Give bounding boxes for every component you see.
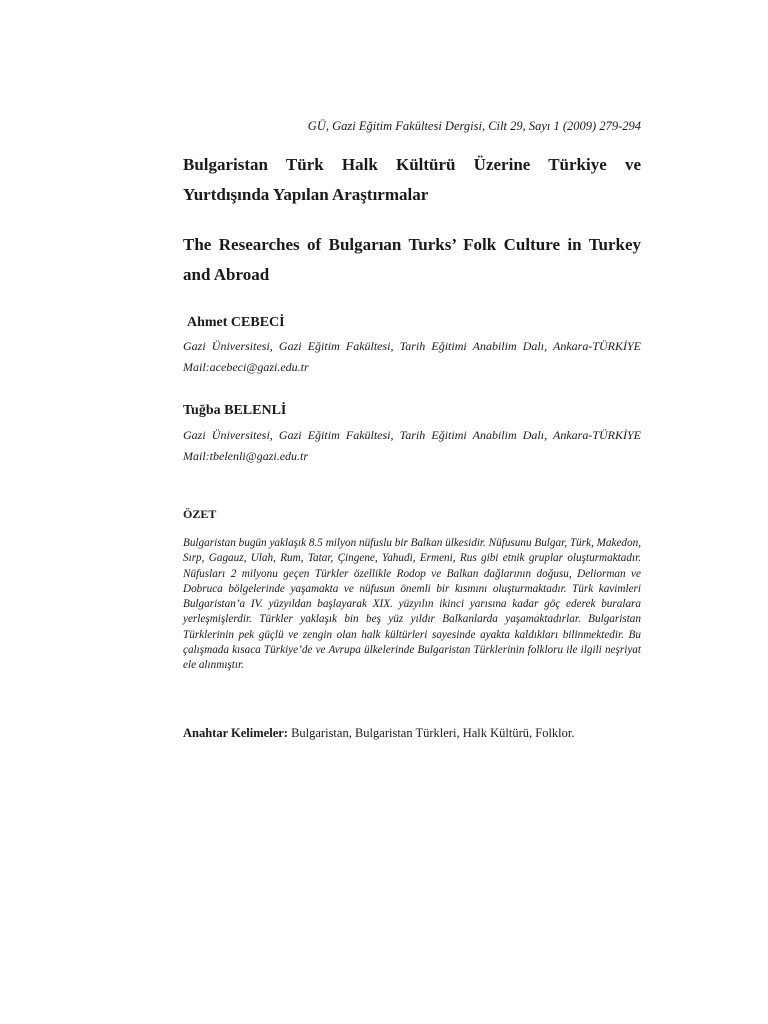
- author-affiliation: Gazi Üniversitesi, Gazi Eğitim Fakültesi, Tarih Eğitimi Anabilim Dalı, Ankara-TÜRKİYE Mail:acebeci@gazi.edu.tr: [183, 339, 641, 374]
- keywords-text: Bulgaristan, Bulgaristan Türkleri, Halk Kültürü, Folklor.: [287, 726, 575, 740]
- author-name: Tuğba BELENLİ: [183, 403, 287, 418]
- author-name: Ahmet CEBECİ: [187, 315, 285, 330]
- abstract-heading: ÖZET: [183, 507, 217, 521]
- abstract-text: Bulgaristan bugün yaklaşık 8.5 milyon nüfuslu bir Balkan ülkesidir. Nüfusunu Bulgar, Türk, Makedon, Sırp, Gagauz, Ulah, Rum, Tatar, Çingene, Yahudi, Ermeni, Rus gibi etnik gruplar oluşturmaktadır. Nüfusları 2 milyonu geçen Türkler özellikle Rodop ve Balkan dağlarının doğusu, Deliorman ve Dobruca bölgelerinde yaşamakta ve nüfusun önemli bir kısmını oluşturmaktadır. Türk kavimleri Bulgaristan’a IV. yüzyıldan başlayarak XIX. yüzyılın ikinci yarısına kadar göç ederek buralara yerleşmişlerdir. Türkler yaklaşık bin beş yüz yıldır Balkanlarda yaşamaktadırlar. Bulgaristan Türklerinin pek güçlü ve zengin olan halk kültürleri sayesinde ayakta kaldıkları bilinmektedir. Bu çalışmada kısaca Türkiye’de ve Avrupa ülkelerinde Bulgaristan Türklerinin folkloru ile ilgili neşriyat ele alınmıştır.: [183, 537, 641, 672]
- title-turkish: Bulgaristan Türk Halk Kültürü Üzerine Türkiye ve Yurtdışında Yapılan Araştırmalar: [183, 155, 641, 204]
- keywords: [183, 725, 641, 741]
- author-affiliation: Gazi Üniversitesi, Gazi Eğitim Fakültesi, Tarih Eğitimi Anabilim Dalı, Ankara-TÜRKİYE Mail:tbelenli@gazi.edu.tr: [183, 428, 641, 463]
- keywords-label: Anahtar Kelimeler:: [183, 726, 288, 740]
- journal-citation: GÜ, Gazi Eğitim Fakültesi Dergisi, Cilt 29, Sayı 1 (2009) 279-294: [307, 119, 641, 133]
- title-english: The Researches of Bulgarıan Turks’ Folk Culture in Turkey and Abroad: [183, 235, 641, 284]
